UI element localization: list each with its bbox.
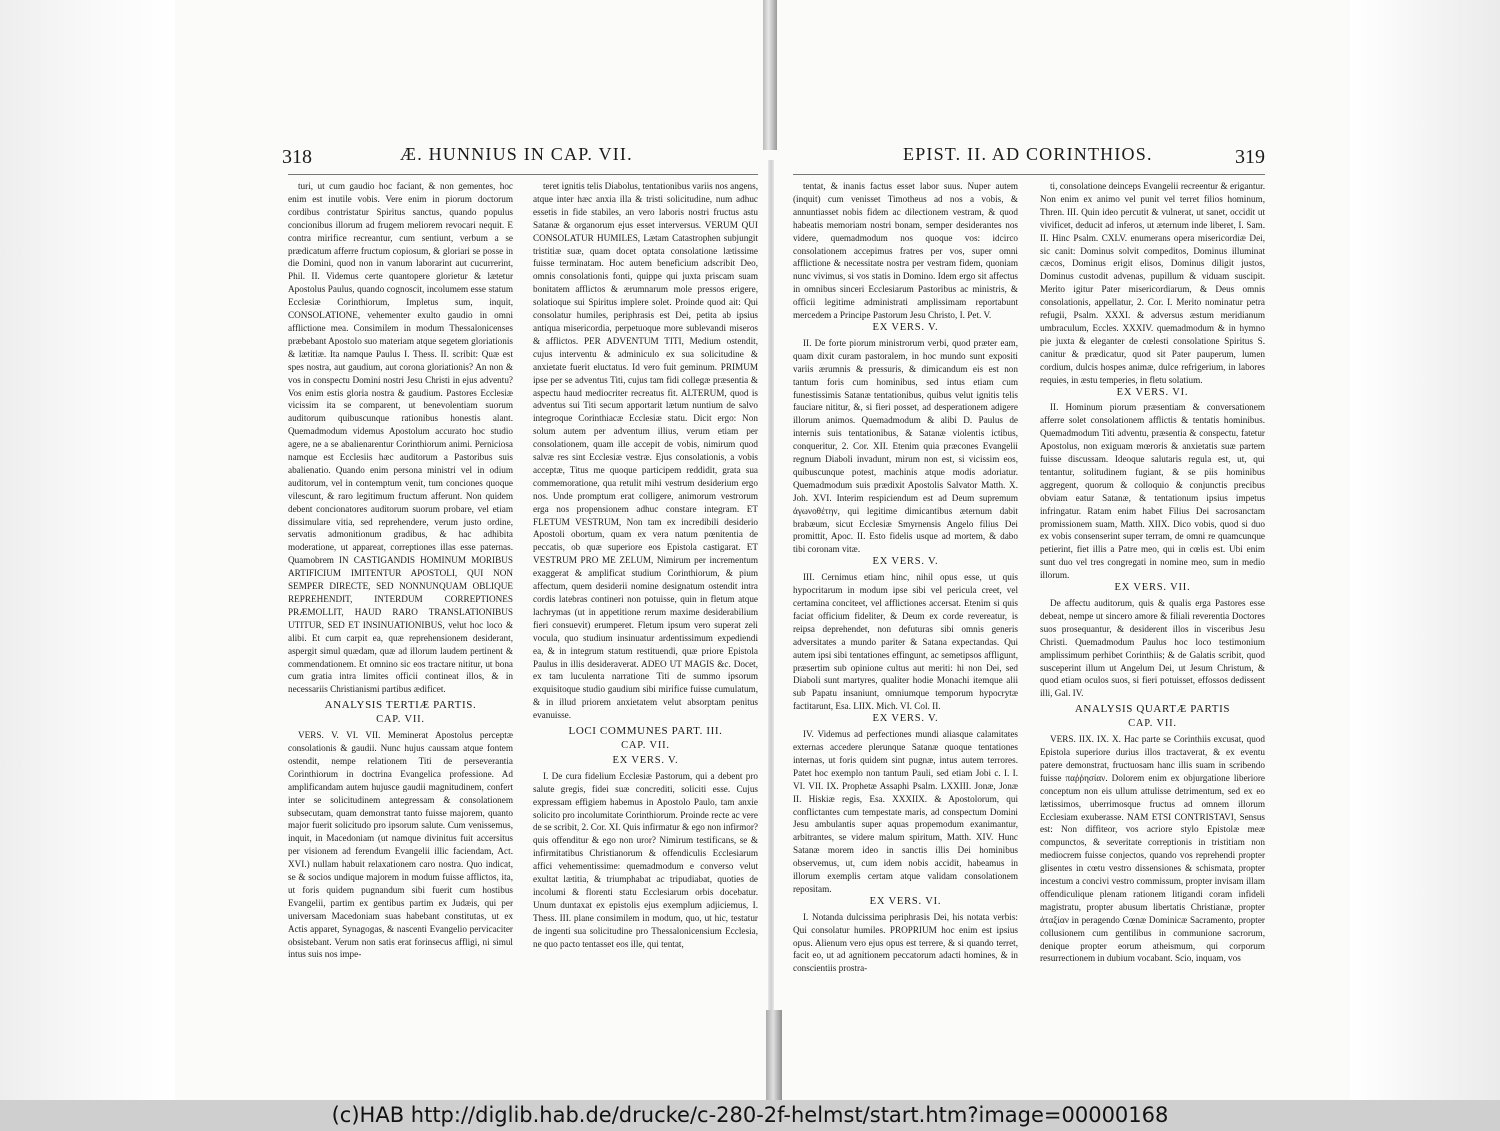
paragraph: ti, consolatione deinceps Evangelii recreentur & erigantur. Non enim ex animo vel punit vel terret filios hominum, Thren. III. Quin ideo percutit & vulnerat, ut sanet, occidit ut vivificet, deducit ad inferos, ut æternum inde liberet, I. Sam. II. Hinc Psalm. CXLV. enumerans opera misericordiæ Dei, sic canit: Dominus solvit compeditos, Dominus illuminat cæcos, Dominus erigit elisos, Dominus diligit justos, Dominus custodit advenas, pupillum & viduam suscipit. Merito igitur Pater misericordiarum, & Deus omnis consolationis, appellatur, 2. Cor. I. Merito nominatur petra refugii, Psalm. XXXI. & adversus æstum meridianum umbraculum, Eccles. XXXIV. quemadmodum & in hymno pie juxta & eleganter de cœlesti consolatione Spiritus S. canitur & prædicatur, quod sit Pater pauperum, lumen cordium, dulcis hospes animæ, dulce refrigerium, in labores requies, in æstu temperies, in fletu solatium.: [1040, 181, 1265, 385]
section-heading: ANALYSIS QUARTÆ PARTIS: [1074, 703, 1231, 716]
verse-heading: EX VERS. V.: [612, 754, 679, 766]
section-heading: LOCI COMMUNES PART. III.: [568, 725, 723, 738]
paragraph: IV. Videmus ad perfectiones mundi aliasque calamitates externas accedere plerunque Satanæ quoque tentationes internas, ut foris quidem sint pugnæ, intus autem terrores. Patet hoc exemplo non tantum Pauli, sed etiam Jobi c. I. I. VI. VII. IX. Prophetæ Assaphi Psalm. LXXIII. Jonæ, Jonæ II. Hiskiæ regis, Esa. XXXIIX. & Apostolorum, qui conflictantes cum tempestate maris, ad conspectum Domini Jesu ambulantis super aquas propemodum exanimantur, arbitrantes, se videre malum spiritum, Matth. XIV. Hunc Satanæ morem ideo in sanctis illis Dei hominibus observemus, ut, cum idem nobis accidit, habeamus in illorum exemplis certam atque validam consolationem repositam.: [793, 729, 1018, 894]
column-right: [1040, 180, 1265, 975]
paragraph: turi, ut cum gaudio hoc faciant, & non gementes, hoc enim est inutile vobis. Vere enim in piorum doctorum cordibus contristatur Spiritus sanctus, quando populus concionibus illorum ad frugem meliorem revocari nequit. E contra mirifice recreantur, cum sentiunt, verbum a se prædicatum afferre fructum copiosum, & gloriari se posse in die Domini, quod non in vanum laborarint aut cucurrerint, Phil. II. Videmus certe quantopere glorietur & lætetur Apostolus Paulus, quando cognoscit, incolumem esse statum Ecclesiæ Corinthiorum, Impletus sum, inquit, CONSOLATIONE, vehementer exulto gaudio in omni afflictione mea. Consimilem in modum Thessalonicenses præbebant Apostolo suo materiam atque segetem gloriationis & lætitiæ. Ita namque Paulus I. Thess. II. scribit: Quæ est spes nostra, aut gaudium, aut corona gloriationis? An non & vos in conspectu Domini nostri Jesu Christi in ejus adventu? Vos enim estis gloria nostra & gaudium. Pastores Ecclesiæ vicissim ita se comparent, ut benevolentiam suorum auditorum quibuscunque rationibus honestis alant. Quemadmodum videmus Apostolum accurato hoc studio agere, ne a se abalienarentur Corinthiorum animi. Perniciosa namque est Ecclesiis hæc auditorum a Pastoribus suis abalienatio. Quando enim persona ministri vel in odium auditorum, vel in contemptum venit, tum conciones quoque vilescunt, & raro legitimum fructum afferunt. Non quidem debent concionatores auditorum suorum probare, vel etiam dissimulare vitia, sed reprehendere, verum justo ordine, servatis admonitionum gradibus, & hac adhibita moderatione, ut appareat, correptiones illas esse paternas. Quamobrem IN CASTIGANDIS HOMINUM MORIBUS ARTIFICIUM IMITENTUR APOSTOLI, QUI NON SEMPER DIRECTE, SED NONNUNQUAM OBLIQUE REPREHENDIT, INTERDUM CORREPTIONES PRÆMOLLIT, HAUD RARO TRANSLATIONIBUS UTITUR, SED ET INSINUATIONIBUS, velut hoc loco & alibi. Et cum carpit ea, quæ reprehensionem desiderant, aspergit simul quædam, quæ ad illorum laudem pertinent & commendationem. Et omnino sic eos tractare nititur, ut bona cum gratia intra limites officii contineat illos, & in necessariis Christianismi partibus ædificet.: [288, 181, 513, 695]
paragraph: tentat, & inanis factus esset labor suus. Nuper autem (inquit) cum venisset Timotheus ad nos a vobis, & annuntiasset nobis fidem ac dilectionem vestram, & quod habeatis memoriam nostri bonam, semper desiderantes nos videre, quemadmodum nos quoque vos: idcirco consolationem accepimus fratres per vos, super omni afflictione & necessitate nostra per vestram fidem, quoniam nunc vivimus, si vos statis in Domino. Idem ergo sit affectus in omnibus sinceri Ecclesiarum Pastoribus ac ministris, & officii legitime administrati amplissimam reportabunt mercedem a Principe Pastorum Jesu Christo, I. Pet. V.: [793, 181, 1018, 321]
page-number: 319: [1235, 146, 1265, 168]
running-title: EPIST. II. AD CORINTHIOS.: [903, 144, 1153, 164]
text-columns: [793, 180, 1265, 975]
verse-heading: EX VERS. VII.: [1114, 582, 1191, 594]
verse-heading: EX VERS. V.: [872, 321, 939, 333]
verse-heading: EX VERS. VI.: [869, 895, 942, 907]
paragraph: II. De forte piorum ministrorum verbi, quod præter eam, quam dixit curam pastoralem, in hoc mundo sunt expositi variis ærumnis & pressuris, & dimicandum eis est non tantum foris cum hominibus, sed intus etiam cum funestissimis Satanæ tentationibus, quibus velut ignitis telis fauciare nititur, &, si fieri posset, ad desperationem adigere illorum animos. Quemadmodum & alibi D. Paulus de internis suis tentationibus, & Satanæ violentis ictibus, conqueritur, 2. Cor. XII. Etenim quia præcones Evangelii regnum Diaboli invadunt, mirum non est, si vicissim eos, quibuscunque potest, machinis atque modis adoriatur. Quemadmodum suis prædixit Apostolis Salvator Matth. X. Joh. XVI. Interim respiciendum est ad Deum supremum ἀγωνοθέτην, qui legitime dimicantibus æternum dabit brabæum, sicut Ecclesiæ Smyrnensis Angelo filius Dei promittit, Apoc. II. Esto fidelis usque ad mortem, & dabo tibi coronam vitæ.: [793, 337, 1018, 555]
right-page-edge: [1350, 0, 1500, 1100]
text-columns: [288, 180, 758, 961]
paragraph: VERS. IIX. IX. X. Hac parte se Corinthiis excusat, quod Epistola superiore durius illos tractaverat, & ex eventu patere demonstrat, fructuosam hanc illis suam in scribendo fuisse παῤῥησίαν. Dolorem enim ex objurgatione liberiore conceptum non eis ullum attulisse detrimentum, sed ex eo lætissimos, uberrimosque fructus ad omnem illorum Ecclesiam exuberasse. NAM ETSI CONTRISTAVI, Sensus est: Non diffiteor, vos acriore stylo Epistolæ meæ compunctos, & severitate correptionis in tristitiam non mediocrem fuisse conjectos, quando vos reprehendi propter glisentes in cœtu vestro dissensiones & schismata, propter incestum a concivi vestro commissum, propter invisam illam offendiculique plenam rationem litigandi coram infideli magistratu, propter abusum libertatis Christianæ, propter ἀταξίαν in peragendo Cœnæ Dominicæ Sacramento, propter collusionem cum gentilibus in communione sacrorum, denique propter eorum atheismum, qui corporum resurrectionem in dubium vocabant. Scio, inquam, vos: [1040, 734, 1265, 964]
page-number: 318: [282, 146, 312, 168]
verse-heading: EX VERS. V.: [872, 556, 939, 568]
paragraph: De affectu auditorum, quis & qualis erga Pastores esse debeat, nempe ut sincero amore & filiali reverentia Doctores suos prosequantur, & desiderent illos in visceribus Jesu Christi. Quemadmodum Paulus hoc loco testimonium amplissimum perhibet Corinthiis; & de Galatis scribit, quod susceperint illum ut Angelum Dei, ut Jesum Christum, & quod etiam oculos suos, si fieri potuisset, effossos dedissent illi, Gal. IV.: [1040, 598, 1265, 699]
left-page: [282, 138, 758, 961]
column-left: [288, 180, 513, 961]
column-right: [533, 180, 758, 961]
book-gutter: [768, 160, 774, 1010]
paragraph: VERS. V. VI. VII. Meminerat Apostolus perceptæ consolationis & gaudii. Nunc hujus caussam atque fontem ostendit, nempe relationem Titi de perseverantia Corinthiorum in doctrina Evangelica professione. Ad amplificandam autem hujusce gaudii magnitudinem, confert inter se solicitudinem antegressam & consolationem subsecutam, quam demonstrat tanto fuisse majorem, quanto major fuerit solicitudo pro ipsorum salute. Cum venissemus, inquit, in Macedoniam (ut namque divinitus fuit accersitus per visionem ad ferendum Evangelii illic faciendam, Act. XVI.) nullam habuit relaxationem caro nostra. Quo indicat, se & socios undique majorem in modum fuisse afflictos, ita, ut foris quidem pugnandum sibi fuerit cum hostibus Evangelii, partim ex gentibus partim ex Judæis, qui per universam Macedoniam suas habebant constitutas, ut ex Actis apparet, Synagogas, & nascenti Evangelio pervicaciter obsistebant. Verum non satis erat forinsecus affligi, ni simul intus suis nos impe-: [288, 730, 513, 960]
paragraph: teret ignitis telis Diabolus, tentationibus variis nos angens, atque inter hæc anxia illa & tristi solicitudine, num adhuc essetis in fide stabiles, an vero laboris nostri fructus astu Satanæ & organorum ejus esset interversus. VERUM QUI CONSOLATUR HUMILES, Lætam Catastrophen subjungit tristitiæ suæ, quam docet optata consolatione lætissime fuisse terminatam. Hoc autem beneficium adscribit Deo, omnis consolationis fonti, quippe qui juxta priscam suam bonitatem afflictos & ærumnarum mole pressos erigere, solatioque sui Spiritus implere solet. Proinde quod ait: Qui consolatur humiles, periphrasis est Dei, petita ab ipsius antiqua misericordia, perpetuoque more sublevandi miseros & afflictos. PER ADVENTUM TITI, Medium ostendit, cujus interventu & adminiculo ex sua solicitudine & anxietate fuerit eluctatus. Id vero fuit geminum. PRIMUM ipse per se adventus Titi, cujus tam fidi collegæ præsentia & aspectu haud mediocriter recreatus fit. ALTERUM, quod is adventus sui Titi secum apportarit lætum nuntium de salvo integroque Corinthiacæ Ecclesiæ statu. Dicit ergo: Non solum autem per adventum illius, verum etiam per consolationem, quam ille accepit de vobis, nimirum quod salvæ res sint Ecclesiæ vestræ. Ejus consolationis, a vobis acceptæ, Titus me quoque participem reddidit, grata sua commemoratione, qua retulit mihi vestrum desiderium ergo nos. Unde promptum erat colligere, animorum vestrorum erga nos propensionem adhuc constare integram. ET FLETUM VESTRUM, Non tam ex incredibili desiderio Apostoli obortum, quam ex vera natum pœnitentia de peccatis, ob quæ superiore eos Epistola castigarat. ET VESTRUM PRO ME ZELUM, Nimirum per incrementum exaggerat & amplificat studium Corinthiorum, & pium affectum, quem desiderii nomine designatum ostendit intra cordis latebras contineri non potuisse, quin in fletum atque lachrymas (ut in appetitione rerum maxime desiderabilium fieri consuevit) erumperet. Fletum ipsum vero superat zeli vocula, quo studium insinuatur ardentissimum expediendi ea, & in integrum statum restituendi, quæ priore Epistola Paulus in illis desideraverat. ADEO UT MAGIS &c. Docet, ex tam luculenta narratione Titi de summo ipsorum exquisitoque studio gaudium sibi mirifice fuisse cumulatum, & in illud priorem anxietatem velut absorptam penitus evanuisse.: [533, 181, 758, 721]
book-gutter-bottom: [766, 1010, 782, 1100]
paragraph: I. De cura fidelium Ecclesiæ Pastorum, qui a debent pro salute gregis, fidei suæ concrediti, soliciti esse. Cujus expressam effigiem habemus in Apostolo Paulo, tam anxie solicito pro incolumitate Corinthiorum. Proinde recte ac vere de se scribit, 2. Cor. XI. Quis infirmatur & ego non infirmor? quis offenditur & ego non uror? Nimirum testificans, se & infirmitatibus Christianorum & offendiculis Ecclesiarum affici vehementissime: quemadmodum e converso velut exultat lætitia, & triumphabat ac tripudiabat, quoties de incolumi & florenti statu Ecclesiarum orbis docebatur. Unum duntaxat ex epistolis ejus exemplum adjiciemus, I. Thess. III. plane consimilem in modum, quo, ut hic, testatur de ingenti sua solicitudine pro Thessalonicensium Ecclesia, ne quo pacto tentasset eos ille, qui tentat,: [533, 770, 758, 949]
paragraph: II. Hominum piorum præsentiam & conversationem afferre solet consolationem afflictis & tentatis hominibus. Quemadmodum Titi adventu, præsentia & conspectu, fatetur Apostolus, non exiguam mœroris & anxietatis suæ partem fuisse discussam. Ideoque salutaris regula est, ut, qui tentantur, solitudinem fugiant, & se piis hominibus aggregent, quorum & colloquio & conjunctis precibus obviam eatur Satanæ, & tentationum ipsius impetus infringatur. Ratam enim habet Filius Dei sacrosanctam promissionem suam, Matth. XIIX. Dico vobis, quod si duo ex vobis consenserint super terram, de omni re quamcunque petierint, fiet illis a Patre meo, qui in cœlis est. Ubi enim sunt duo vel tres congregati in nomine meo, sum in medio illorum.: [1040, 402, 1265, 581]
chapter-heading: CAP. VII.: [376, 714, 425, 726]
verse-heading: EX VERS. V.: [872, 713, 939, 725]
left-page-edge: [0, 0, 175, 1100]
running-head: [282, 138, 758, 175]
source-url-footer: (c)HAB http://diglib.hab.de/drucke/c-280-2f-helmst/start.htm?image=00000168: [0, 1100, 1500, 1131]
running-head: [793, 138, 1265, 175]
column-left: [793, 180, 1018, 975]
paragraph: III. Cernimus etiam hinc, nihil opus esse, ut quis hypocritarum in modum ipse sibi vel pericula creet, vel certamina conciteet, vel afflictiones accersat. Etenim si quis faciat officium fideliter, & Deum ex corde revereatur, is reipsa deprehendet, non defuturas sibi omnis generis adversitates a mundo pariter & Satana expectandas. Qui autem ipsi sibi tentationes effingunt, ac semetipsos affligunt, præsertim sub opinione cultus aut meriti: hi non Dei, sed Diaboli sunt martyres, qualiter hodie Monachi itemque alii sub Papatu insaniunt, omniumque temporum hypocrytæ factitarunt, Esa. LIIX. Mich. VI. Col. II.: [793, 572, 1018, 712]
chapter-heading: CAP. VII.: [1128, 718, 1177, 730]
right-page: [793, 138, 1265, 975]
book-gutter-top: [763, 0, 777, 150]
paragraph: I. Notanda dulcissima periphrasis Dei, his notata verbis: Qui consolatur humiles. PROPRIUM hoc enim est ipsius opus. Alienum vero ejus opus est terrere, & si quando terret, facit eo, ut ad agnitionem peccatorum adacti homines, & in conscientiis prostra-: [793, 911, 1018, 974]
section-heading: ANALYSIS TERTIÆ PARTIS.: [324, 699, 477, 712]
running-title: Æ. HUNNIUS IN CAP. VII.: [400, 144, 633, 164]
verse-heading: EX VERS. VI.: [1116, 386, 1189, 398]
chapter-heading: CAP. VII.: [621, 739, 670, 751]
